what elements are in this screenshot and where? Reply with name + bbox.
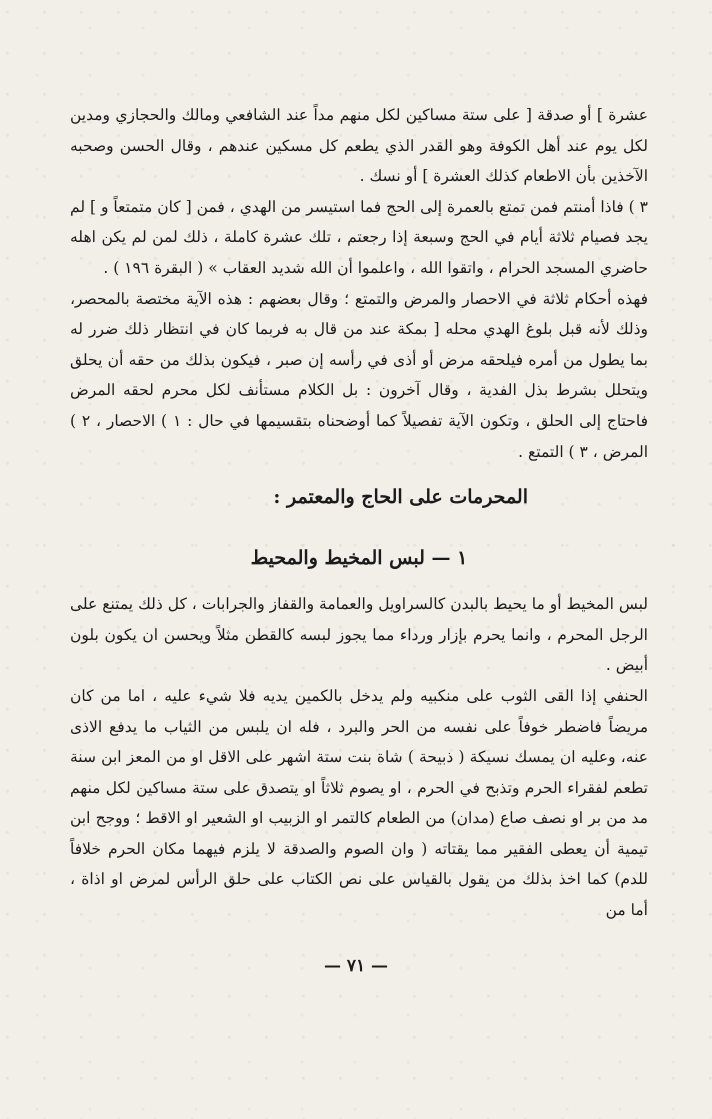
paragraph-4: لبس المخيط أو ما يحيط بالبدن كالسراويل والعمامة والقفاز والجرابات ، كل ذلك يمتنع على الرجل المحرم ، وانما يحرم بإزار ورداء مما يجوز لبسه كالقطن مثلاً ويحسن ان يكون بلون أبيض . [70,595,648,675]
paragraph-1: عشرة ] أو صدقة [ على ستة مساكين لكل منهم مداً عند الشافعي ومالك والحجازي ومدين لكل يوم عند أهل الكوفة وهو القدر الذي يطعم كل مسكين عندهم ، وقال الحسن وصحبه الآخذين بأن الاطعام كذلك العشرة ] أو نسك . [70,106,648,186]
paragraph-5: الحنفي إذا القى الثوب على منكبيه ولم يدخل بالكمين يديه فلا شيء عليه ، اما من كان مريضاً فاضطر خوفاً على نفسه من الحر والبرد ، فله ان يلبس من الثياب ما يدفع الاذى عنه، وعليه ان يمسك نسيكة ( ذبيحة ) شاة بنت ستة اشهر على الاقل او من المعز ابن سنة تطعم لفقراء الحرم وتذبح في الحرم ، او يصوم ثلاثاً او يتصدق على ستة مساكين لكل منهم مد من بر او نصف صاع (مدان) من الطعام كالتمر او الزبيب او الشعير او الاقط ؛ ووجح ابن تيمية أن يعطى الفقير مما يقتاته ( وان الصوم والصدقة لا يلزم فيهما مكان الحرم خلافاً للدم) كما اخذ بذلك من يقول بالقياس على نص الكتاب على حلق الرأس لمرض او اذاة ، أما من [70,686,648,920]
page-number: — ٧١ — [323,956,389,976]
paragraph-3: فهذه أحكام ثلاثة في الاحصار والمرض والتمتع ؛ وقال بعضهم : هذه الآية مختصة بالمحصر، وذلك لأنه قبل بلوغ الهدي محله [ بمكة عند من قال به فربما كان في انتظار ذلك ضرر له بما يطول من أمره فيلحقه مرض أو أذى في رأسه إن صبر ، فيكون بذلك من حقه أن يحلق ويتحلل بشرط بذل الفدية ، وقال آخرون : بل الكلام مستأنف لكل محرم لحقه المرض فاحتاج إلى الحلق ، وتكون الآية تفصيلاً كما أوضحناه بتقسيمها في حال : ١ ) الاحصار ، ٢ ) المرض ، ٣ ) التمتع . [70,289,649,461]
paragraph-2: ٣ ) فاذا أمنتم فمن تمتع بالعمرة إلى الحج فما استيسر من الهدي ، فمن [ كان متمتعاً و ] لم يجد فصيام ثلاثة أيام في الحج وسبعة إذا رجعتم ، تلك عشرة كاملة ، ذلك لمن لم يكن اهله حاضري المسجد الحرام ، واتقوا الله ، واعلموا أن الله شديد العقاب » ( البقرة ١٩٦ ) . [70,197,648,277]
subsection-heading: ١ — لبس المخيط والمحيط [250,547,468,570]
page-text [70,100,648,926]
section-heading: المحرمات على الحاج والمعتمر : [273,486,528,509]
